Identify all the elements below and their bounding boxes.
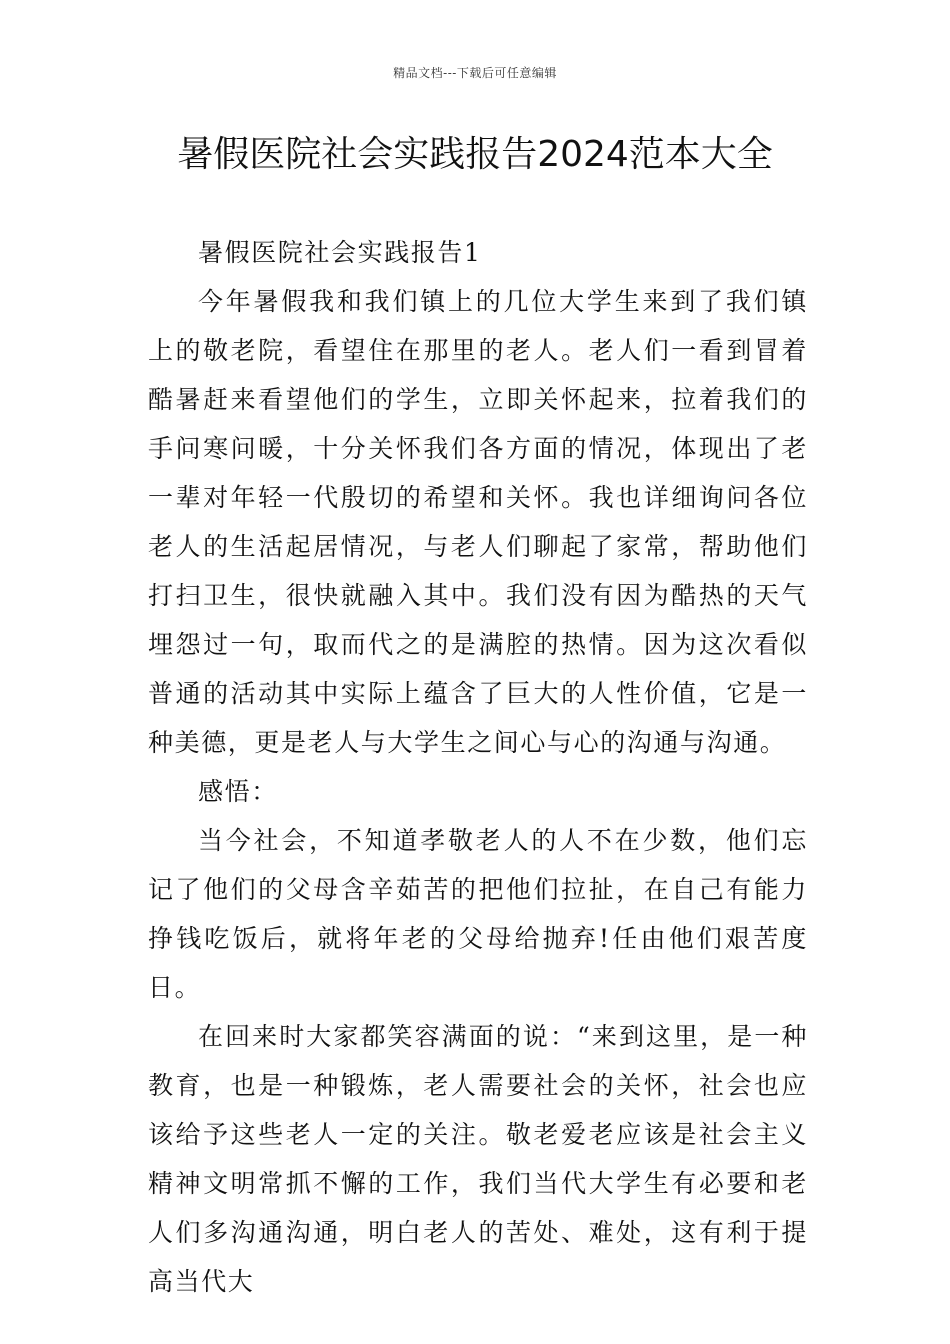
section-heading: 暑假医院社会实践报告1 [198, 238, 482, 267]
paragraph-insight-label: 感悟： [198, 777, 278, 806]
paragraph-society: 当今社会，不知道孝敬老人的人不在少数，他们忘记了他们的父母含辛茹苦的把他们拉扯，在自己有能力挣钱吃饭后，就将年老的父母给抛弃!任由他们艰苦度日。 [148, 826, 808, 1002]
paragraph-visit: 今年暑假我和我们镇上的几位大学生来到了我们镇上的敬老院，看望住在那里的老人。老人们一看到冒着酷暑赶来看望他们的学生，立即关怀起来，拉着我们的手问寒问暖，十分关怀我们各方面的情况，体现出了老一辈对年轻一代殷切的希望和关怀。我也详细询问各位老人的生活起居情况，与老人们聊起了家常，帮助他们打扫卫生，很快就融入其中。我们没有因为酷热的天气埋怨过一句，取而代之的是满腔的热情。因为这次看似普通的活动其中实际上蕴含了巨大的人性价值，它是一种美德，更是老人与大学生之间心与心的沟通与沟通。 [148, 287, 808, 757]
document-title: 暑假医院社会实践报告2024范本大全 [177, 134, 773, 175]
document-body [148, 228, 808, 1306]
paragraph-return: 在回来时大家都笑容满面的说：“来到这里，是一种教育，也是一种锻炼，老人需要社会的关怀，社会也应该给予这些老人一定的关注。敬老爱老应该是社会主义精神文明常抓不懈的工作，我们当代大学生有必要和老人们多沟通沟通，明白老人的苦处、难处，这有利于提高当代大 [148, 1022, 808, 1296]
header-note: 精品文档---下载后可任意编辑 [393, 66, 557, 80]
